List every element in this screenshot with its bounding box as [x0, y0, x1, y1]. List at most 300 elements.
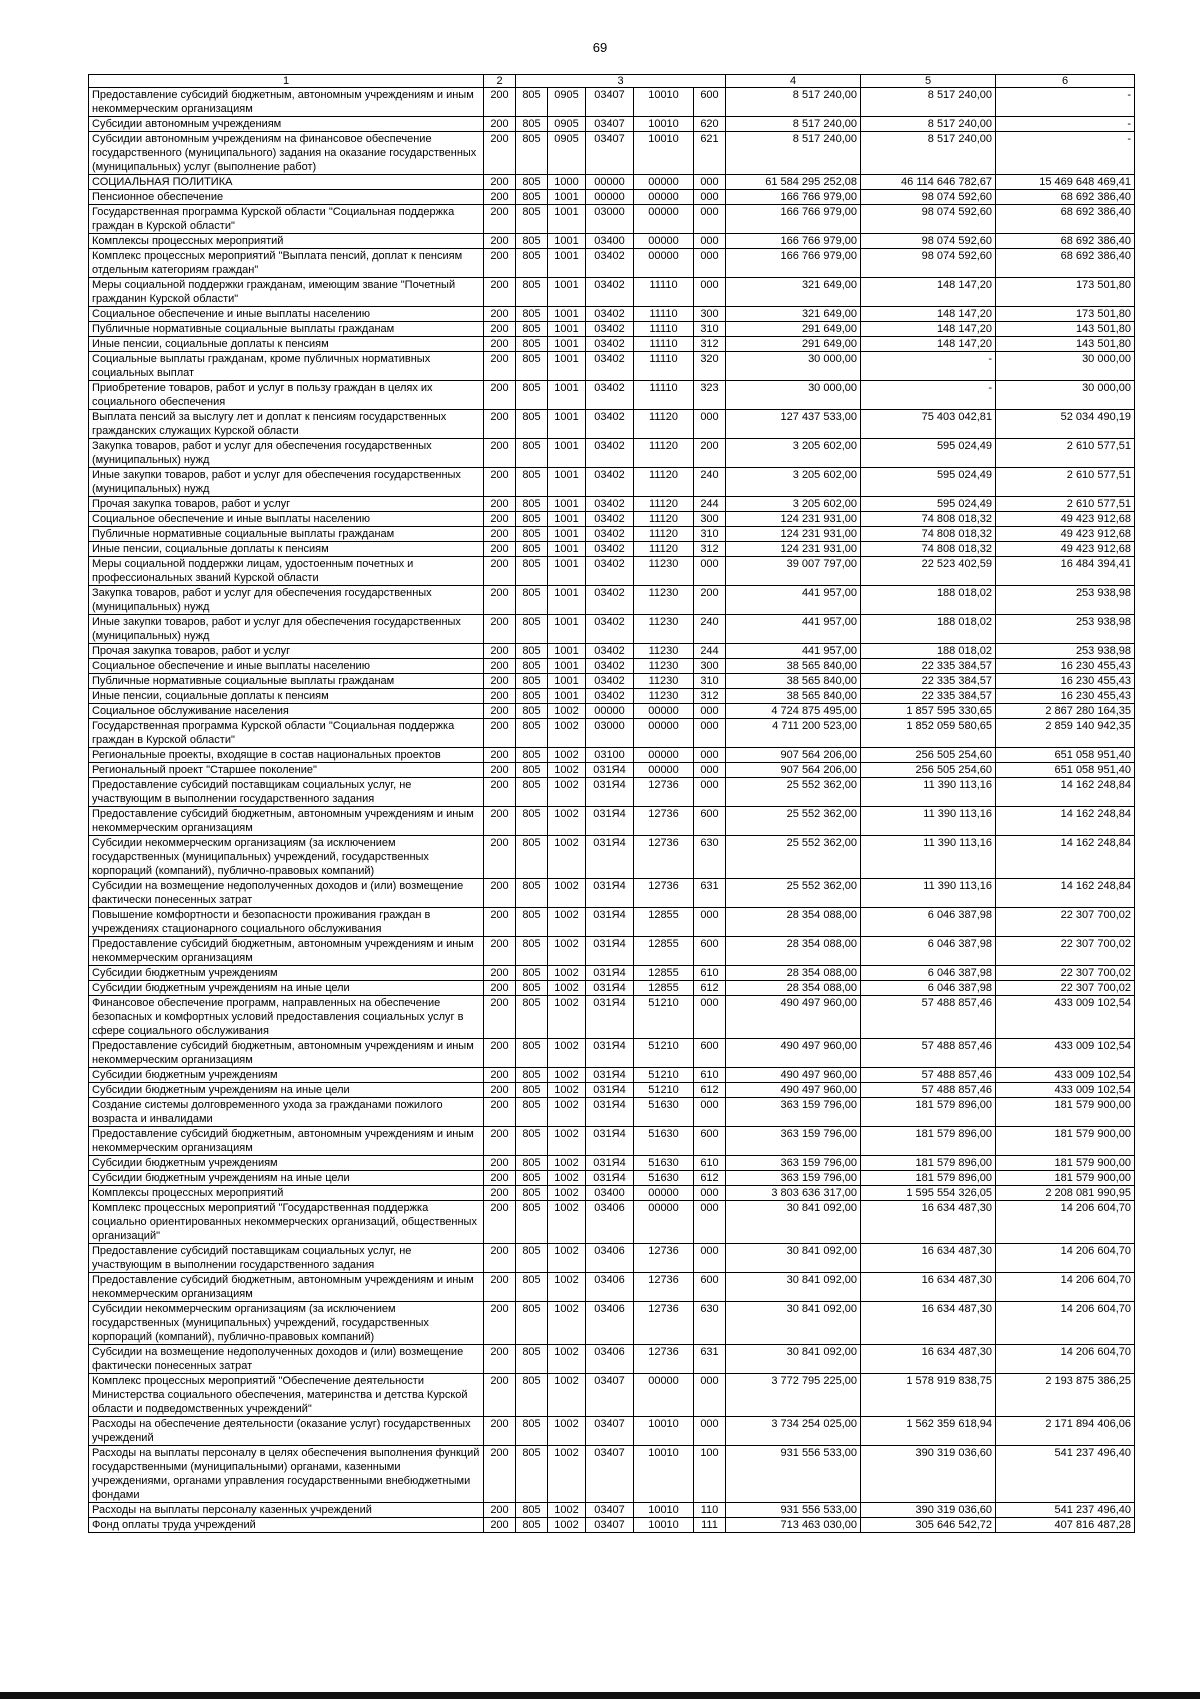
ministry-code: 805: [516, 1127, 548, 1156]
section-code: 1002: [548, 1374, 586, 1417]
expense-type: 610: [694, 1068, 726, 1083]
plan-amount: 30 000,00: [726, 381, 861, 410]
ministry-code: 805: [516, 337, 548, 352]
row-name: Расходы на выплаты персоналу в целях обеспечения выполнения функций государственными (муниципальными) органами, казенными учреждениями, органами управления государственными внебюджетными фондами: [89, 1446, 484, 1503]
direction-code: 00000: [634, 748, 694, 763]
remainder-amount: 68 692 386,40: [996, 190, 1135, 205]
remainder-amount: 14 162 248,84: [996, 807, 1135, 836]
ministry-code: 805: [516, 615, 548, 644]
section-code: 1001: [548, 615, 586, 644]
table-row: [89, 439, 1135, 468]
executed-amount: 188 018,02: [861, 586, 996, 615]
plan-amount: 363 159 796,00: [726, 1156, 861, 1171]
section-code: 1002: [548, 1302, 586, 1345]
row-name: Субсидии на возмещение недополученных доходов и (или) возмещение фактически понесенных затрат: [89, 879, 484, 908]
executed-amount: 75 403 042,81: [861, 410, 996, 439]
plan-amount: 166 766 979,00: [726, 249, 861, 278]
expense-type: 612: [694, 981, 726, 996]
section-code: 1002: [548, 981, 586, 996]
remainder-amount: 433 009 102,54: [996, 1068, 1135, 1083]
direction-code: 10010: [634, 117, 694, 132]
section-code: 1001: [548, 381, 586, 410]
scan-edge: [0, 1692, 1200, 1699]
ministry-code: 805: [516, 190, 548, 205]
plan-amount: 3 205 602,00: [726, 439, 861, 468]
executed-amount: 16 634 487,30: [861, 1201, 996, 1244]
expense-type: 320: [694, 352, 726, 381]
plan-amount: 490 497 960,00: [726, 1083, 861, 1098]
table-row: [89, 1302, 1135, 1345]
expense-type: 612: [694, 1171, 726, 1186]
program-code: 03402: [586, 497, 634, 512]
admin-code: 200: [484, 278, 516, 307]
admin-code: 200: [484, 1083, 516, 1098]
row-name: Иные пенсии, социальные доплаты к пенсиям: [89, 542, 484, 557]
admin-code: 200: [484, 468, 516, 497]
table-row: [89, 689, 1135, 704]
direction-code: 11120: [634, 512, 694, 527]
executed-amount: 98 074 592,60: [861, 249, 996, 278]
direction-code: 00000: [634, 205, 694, 234]
direction-code: 51210: [634, 1083, 694, 1098]
remainder-amount: 22 307 700,02: [996, 981, 1135, 996]
program-code: 031Я4: [586, 1127, 634, 1156]
program-code: 03407: [586, 1503, 634, 1518]
ministry-code: 805: [516, 1345, 548, 1374]
direction-code: 51630: [634, 1127, 694, 1156]
ministry-code: 805: [516, 719, 548, 748]
ministry-code: 805: [516, 307, 548, 322]
remainder-amount: 253 938,98: [996, 615, 1135, 644]
plan-amount: 490 497 960,00: [726, 1068, 861, 1083]
section-code: 1002: [548, 1083, 586, 1098]
table-row: [89, 836, 1135, 879]
table-row: [89, 542, 1135, 557]
expense-type: 610: [694, 966, 726, 981]
direction-code: 12736: [634, 836, 694, 879]
admin-code: 200: [484, 586, 516, 615]
program-code: 03407: [586, 1446, 634, 1503]
header-col-6: 6: [996, 75, 1135, 88]
plan-amount: 490 497 960,00: [726, 996, 861, 1039]
row-name: Региональные проекты, входящие в состав национальных проектов: [89, 748, 484, 763]
remainder-amount: -: [996, 132, 1135, 175]
admin-code: 200: [484, 1417, 516, 1446]
remainder-amount: 68 692 386,40: [996, 234, 1135, 249]
section-code: 0905: [548, 88, 586, 117]
table-row: [89, 1201, 1135, 1244]
table-body: [89, 75, 1135, 1533]
section-code: 1001: [548, 307, 586, 322]
ministry-code: 805: [516, 117, 548, 132]
remainder-amount: 2 610 577,51: [996, 468, 1135, 497]
table-row: [89, 966, 1135, 981]
table-row: [89, 644, 1135, 659]
admin-code: 200: [484, 937, 516, 966]
program-code: 031Я4: [586, 1156, 634, 1171]
direction-code: 10010: [634, 1518, 694, 1533]
table-row: [89, 763, 1135, 778]
program-code: 03402: [586, 644, 634, 659]
direction-code: 12855: [634, 908, 694, 937]
row-name: Иные закупки товаров, работ и услуг для обеспечения государственных (муниципальных) нужд: [89, 615, 484, 644]
row-name: Предоставление субсидий бюджетным, автономным учреждениям и иным некоммерческим организациям: [89, 937, 484, 966]
executed-amount: 22 335 384,57: [861, 689, 996, 704]
header-col-4: 4: [726, 75, 861, 88]
direction-code: 10010: [634, 132, 694, 175]
executed-amount: 305 646 542,72: [861, 1518, 996, 1533]
header-col-1: 1: [89, 75, 484, 88]
remainder-amount: 541 237 496,40: [996, 1503, 1135, 1518]
admin-code: 200: [484, 88, 516, 117]
executed-amount: 8 517 240,00: [861, 88, 996, 117]
direction-code: 11230: [634, 659, 694, 674]
section-code: 1001: [548, 586, 586, 615]
section-code: 1001: [548, 644, 586, 659]
admin-code: 200: [484, 1374, 516, 1417]
program-code: 031Я4: [586, 937, 634, 966]
expense-type: 000: [694, 908, 726, 937]
table-row: [89, 586, 1135, 615]
plan-amount: 61 584 295 252,08: [726, 175, 861, 190]
plan-amount: 25 552 362,00: [726, 778, 861, 807]
expense-type: 000: [694, 748, 726, 763]
expense-type: 000: [694, 1244, 726, 1273]
section-code: 0905: [548, 132, 586, 175]
plan-amount: 291 649,00: [726, 337, 861, 352]
executed-amount: 74 808 018,32: [861, 527, 996, 542]
program-code: 031Я4: [586, 778, 634, 807]
executed-amount: 16 634 487,30: [861, 1302, 996, 1345]
admin-code: 200: [484, 1201, 516, 1244]
direction-code: 51630: [634, 1098, 694, 1127]
executed-amount: 256 505 254,60: [861, 763, 996, 778]
row-name: Иные пенсии, социальные доплаты к пенсиям: [89, 689, 484, 704]
table-row: [89, 996, 1135, 1039]
plan-amount: 3 803 636 317,00: [726, 1186, 861, 1201]
section-code: 1002: [548, 1039, 586, 1068]
row-name: Субсидии на возмещение недополученных доходов и (или) возмещение фактически понесенных затрат: [89, 1345, 484, 1374]
row-name: Комплекс процессных мероприятий "Выплата пенсий, доплат к пенсиям отдельным категориям граждан": [89, 249, 484, 278]
program-code: 03402: [586, 468, 634, 497]
ministry-code: 805: [516, 674, 548, 689]
admin-code: 200: [484, 1503, 516, 1518]
ministry-code: 805: [516, 659, 548, 674]
expense-type: 312: [694, 337, 726, 352]
ministry-code: 805: [516, 381, 548, 410]
program-code: 03407: [586, 1417, 634, 1446]
plan-amount: 39 007 797,00: [726, 557, 861, 586]
admin-code: 200: [484, 205, 516, 234]
remainder-amount: 52 034 490,19: [996, 410, 1135, 439]
executed-amount: 181 579 896,00: [861, 1098, 996, 1127]
section-code: 1002: [548, 1068, 586, 1083]
table-row: [89, 879, 1135, 908]
expense-type: 000: [694, 763, 726, 778]
row-name: Государственная программа Курской области "Социальная поддержка граждан в Курской области": [89, 719, 484, 748]
table-row: [89, 337, 1135, 352]
table-row: [89, 1518, 1135, 1533]
section-code: 1002: [548, 1171, 586, 1186]
admin-code: 200: [484, 1068, 516, 1083]
executed-amount: 8 517 240,00: [861, 132, 996, 175]
remainder-amount: 49 423 912,68: [996, 527, 1135, 542]
remainder-amount: -: [996, 88, 1135, 117]
executed-amount: 188 018,02: [861, 615, 996, 644]
expense-type: 100: [694, 1446, 726, 1503]
executed-amount: 1 578 919 838,75: [861, 1374, 996, 1417]
expense-type: 000: [694, 1374, 726, 1417]
section-code: 1002: [548, 763, 586, 778]
admin-code: 200: [484, 719, 516, 748]
expense-type: 110: [694, 1503, 726, 1518]
executed-amount: 1 852 059 580,65: [861, 719, 996, 748]
plan-amount: 8 517 240,00: [726, 117, 861, 132]
direction-code: 12736: [634, 778, 694, 807]
executed-amount: 57 488 857,46: [861, 996, 996, 1039]
executed-amount: 98 074 592,60: [861, 234, 996, 249]
admin-code: 200: [484, 981, 516, 996]
direction-code: 00000: [634, 1201, 694, 1244]
plan-amount: 3 205 602,00: [726, 468, 861, 497]
expense-type: 000: [694, 234, 726, 249]
ministry-code: 805: [516, 937, 548, 966]
plan-amount: 931 556 533,00: [726, 1503, 861, 1518]
table-row: [89, 1098, 1135, 1127]
expense-type: 300: [694, 659, 726, 674]
remainder-amount: 173 501,80: [996, 278, 1135, 307]
table-row: [89, 1068, 1135, 1083]
section-code: 1002: [548, 1446, 586, 1503]
direction-code: 11120: [634, 410, 694, 439]
section-code: 1001: [548, 689, 586, 704]
executed-amount: 148 147,20: [861, 337, 996, 352]
expense-type: 630: [694, 1302, 726, 1345]
remainder-amount: 14 206 604,70: [996, 1302, 1135, 1345]
plan-amount: 30 841 092,00: [726, 1244, 861, 1273]
direction-code: 11230: [634, 644, 694, 659]
executed-amount: 181 579 896,00: [861, 1156, 996, 1171]
remainder-amount: 22 307 700,02: [996, 937, 1135, 966]
expense-type: 600: [694, 937, 726, 966]
program-code: 00000: [586, 704, 634, 719]
table-row: [89, 704, 1135, 719]
plan-amount: 166 766 979,00: [726, 205, 861, 234]
table-row: [89, 497, 1135, 512]
row-name: Социальные выплаты гражданам, кроме публичных нормативных социальных выплат: [89, 352, 484, 381]
admin-code: 200: [484, 879, 516, 908]
table-row: [89, 1127, 1135, 1156]
row-name: Социальное обслуживание населения: [89, 704, 484, 719]
program-code: 03000: [586, 205, 634, 234]
remainder-amount: 407 816 487,28: [996, 1518, 1135, 1533]
plan-amount: 38 565 840,00: [726, 659, 861, 674]
table-row: [89, 381, 1135, 410]
program-code: 03402: [586, 674, 634, 689]
program-code: 03402: [586, 586, 634, 615]
ministry-code: 805: [516, 1244, 548, 1273]
section-code: 0905: [548, 117, 586, 132]
admin-code: 200: [484, 807, 516, 836]
row-name: Прочая закупка товаров, работ и услуг: [89, 497, 484, 512]
admin-code: 200: [484, 1345, 516, 1374]
direction-code: 00000: [634, 763, 694, 778]
plan-amount: 38 565 840,00: [726, 689, 861, 704]
program-code: 03402: [586, 542, 634, 557]
row-name: Субсидии бюджетным учреждениям: [89, 966, 484, 981]
remainder-amount: 253 938,98: [996, 586, 1135, 615]
row-name: Предоставление субсидий бюджетным, автономным учреждениям и иным некоммерческим организациям: [89, 1127, 484, 1156]
program-code: 031Я4: [586, 807, 634, 836]
plan-amount: 441 957,00: [726, 615, 861, 644]
expense-type: 600: [694, 1273, 726, 1302]
plan-amount: 25 552 362,00: [726, 836, 861, 879]
expense-type: 000: [694, 278, 726, 307]
row-name: Повышение комфортности и безопасности проживания граждан в учреждениях стационарного социального обслуживания: [89, 908, 484, 937]
executed-amount: 16 634 487,30: [861, 1244, 996, 1273]
admin-code: 200: [484, 1186, 516, 1201]
section-code: 1001: [548, 205, 586, 234]
remainder-amount: 181 579 900,00: [996, 1156, 1135, 1171]
expense-type: 312: [694, 689, 726, 704]
remainder-amount: 15 469 648 469,41: [996, 175, 1135, 190]
program-code: 031Я4: [586, 836, 634, 879]
admin-code: 200: [484, 908, 516, 937]
row-name: Социальное обеспечение и иные выплаты населению: [89, 512, 484, 527]
section-code: 1002: [548, 937, 586, 966]
executed-amount: 188 018,02: [861, 644, 996, 659]
admin-code: 200: [484, 542, 516, 557]
expense-type: 620: [694, 117, 726, 132]
remainder-amount: 181 579 900,00: [996, 1098, 1135, 1127]
table-row: [89, 1374, 1135, 1417]
program-code: 031Я4: [586, 1098, 634, 1127]
row-name: Субсидии бюджетным учреждениям на иные цели: [89, 1083, 484, 1098]
admin-code: 200: [484, 1039, 516, 1068]
remainder-amount: 2 193 875 386,25: [996, 1374, 1135, 1417]
admin-code: 200: [484, 659, 516, 674]
section-code: 1002: [548, 836, 586, 879]
ministry-code: 805: [516, 1518, 548, 1533]
direction-code: 10010: [634, 1417, 694, 1446]
table-row: [89, 410, 1135, 439]
admin-code: 200: [484, 249, 516, 278]
executed-amount: 148 147,20: [861, 322, 996, 337]
program-code: 03402: [586, 278, 634, 307]
program-code: 03400: [586, 234, 634, 249]
remainder-amount: 2 867 280 164,35: [996, 704, 1135, 719]
row-name: Публичные нормативные социальные выплаты гражданам: [89, 527, 484, 542]
direction-code: 11230: [634, 689, 694, 704]
program-code: 031Я4: [586, 981, 634, 996]
remainder-amount: 541 237 496,40: [996, 1446, 1135, 1503]
row-name: СОЦИАЛЬНАЯ ПОЛИТИКА: [89, 175, 484, 190]
header-col-3: 3: [516, 75, 726, 88]
section-code: 1001: [548, 674, 586, 689]
remainder-amount: 22 307 700,02: [996, 966, 1135, 981]
remainder-amount: 651 058 951,40: [996, 748, 1135, 763]
executed-amount: 6 046 387,98: [861, 981, 996, 996]
admin-code: 200: [484, 117, 516, 132]
table-row: [89, 1446, 1135, 1503]
program-code: 031Я4: [586, 908, 634, 937]
remainder-amount: 16 230 455,43: [996, 689, 1135, 704]
ministry-code: 805: [516, 586, 548, 615]
remainder-amount: 433 009 102,54: [996, 1083, 1135, 1098]
remainder-amount: 30 000,00: [996, 352, 1135, 381]
expense-type: 111: [694, 1518, 726, 1533]
direction-code: 11230: [634, 557, 694, 586]
section-code: 1001: [548, 542, 586, 557]
admin-code: 200: [484, 527, 516, 542]
table-row: [89, 527, 1135, 542]
program-code: 03402: [586, 381, 634, 410]
plan-amount: 28 354 088,00: [726, 908, 861, 937]
executed-amount: 148 147,20: [861, 278, 996, 307]
program-code: 03407: [586, 1374, 634, 1417]
budget-table: [88, 74, 1135, 1533]
plan-amount: 4 724 875 495,00: [726, 704, 861, 719]
direction-code: 12855: [634, 981, 694, 996]
row-name: Государственная программа Курской области "Социальная поддержка граждан в Курской области": [89, 205, 484, 234]
remainder-amount: 16 230 455,43: [996, 659, 1135, 674]
expense-type: 000: [694, 410, 726, 439]
expense-type: 630: [694, 836, 726, 879]
ministry-code: 805: [516, 439, 548, 468]
row-name: Субсидии некоммерческим организациям (за исключением государственных (муниципальных) учреждений, государственных корпораций (компаний), публично-правовых компаний): [89, 836, 484, 879]
section-code: 1001: [548, 468, 586, 497]
table-row: [89, 1503, 1135, 1518]
admin-code: 200: [484, 689, 516, 704]
section-code: 1002: [548, 1345, 586, 1374]
remainder-amount: 253 938,98: [996, 644, 1135, 659]
table-row: [89, 352, 1135, 381]
plan-amount: 38 565 840,00: [726, 674, 861, 689]
admin-code: 200: [484, 497, 516, 512]
expense-type: 244: [694, 644, 726, 659]
program-code: 031Я4: [586, 879, 634, 908]
ministry-code: 805: [516, 234, 548, 249]
direction-code: 10010: [634, 1446, 694, 1503]
direction-code: 11120: [634, 527, 694, 542]
direction-code: 00000: [634, 249, 694, 278]
expense-type: 312: [694, 542, 726, 557]
program-code: 031Я4: [586, 996, 634, 1039]
section-code: 1001: [548, 512, 586, 527]
ministry-code: 805: [516, 1068, 548, 1083]
admin-code: 200: [484, 748, 516, 763]
direction-code: 11110: [634, 307, 694, 322]
remainder-amount: 30 000,00: [996, 381, 1135, 410]
expense-type: 000: [694, 205, 726, 234]
row-name: Социальное обеспечение и иные выплаты населению: [89, 659, 484, 674]
table-row: [89, 1273, 1135, 1302]
plan-amount: 30 841 092,00: [726, 1302, 861, 1345]
section-code: 1002: [548, 704, 586, 719]
ministry-code: 805: [516, 557, 548, 586]
header-col-5: 5: [861, 75, 996, 88]
table-row: [89, 468, 1135, 497]
section-code: 1000: [548, 175, 586, 190]
remainder-amount: 181 579 900,00: [996, 1171, 1135, 1186]
admin-code: 200: [484, 512, 516, 527]
remainder-amount: 433 009 102,54: [996, 1039, 1135, 1068]
remainder-amount: 143 501,80: [996, 337, 1135, 352]
remainder-amount: 2 171 894 406,06: [996, 1417, 1135, 1446]
remainder-amount: 651 058 951,40: [996, 763, 1135, 778]
plan-amount: 30 000,00: [726, 352, 861, 381]
direction-code: 11120: [634, 542, 694, 557]
